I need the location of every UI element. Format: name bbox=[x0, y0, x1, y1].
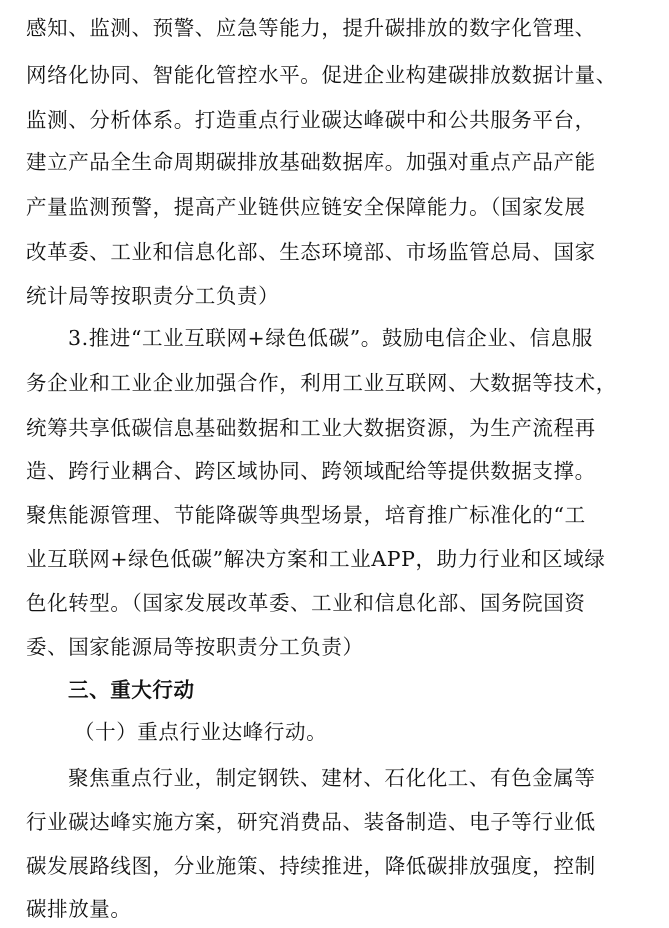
text-line: 统筹共享低碳信息基础数据和工业大数据资源，为生产流程再 bbox=[26, 416, 596, 440]
text-line: 行业碳达峰实施方案，研究消费品、装备制造、电子等行业低 bbox=[26, 810, 596, 834]
text-line: 感知、监测、预警、应急等能力，提升碳排放的数字化管理、 bbox=[26, 16, 596, 40]
text-line: 聚焦能源管理、节能降碳等典型场景，培育推广标准化的“工 bbox=[26, 503, 586, 527]
text-line: 监测、分析体系。打造重点行业碳达峰碳中和公共服务平台， bbox=[26, 108, 596, 132]
paragraph-first-line: 聚焦重点行业，制定钢铁、建材、石化化工、有色金属等 bbox=[68, 766, 596, 790]
subsection-heading: （十）重点行业达峰行动。 bbox=[74, 720, 328, 744]
text-line: 业互联网+绿色低碳”解决方案和工业APP，助力行业和区域绿 bbox=[26, 547, 606, 571]
paragraph-first-line: 3.推进“工业互联网+绿色低碳”。鼓励电信企业、信息服 bbox=[68, 326, 593, 350]
text-line: 务企业和工业企业加强合作，利用工业互联网、大数据等技术， bbox=[26, 371, 617, 395]
text-line: 统计局等按职责分工负责） bbox=[26, 284, 280, 308]
text-line: 委、国家能源局等按职责分工负责） bbox=[26, 635, 364, 659]
text-line: 色化转型。（国家发展改革委、工业和信息化部、国务院国资 bbox=[26, 591, 586, 615]
text-line: 造、跨行业耦合、跨区域协同、跨领域配给等提供数据支撑。 bbox=[26, 459, 596, 483]
text-line: 碳排放量。 bbox=[26, 897, 132, 921]
section-heading: 三、重大行动 bbox=[68, 678, 195, 702]
text-line: 产量监测预警，提高产业链供应链安全保障能力。（国家发展 bbox=[26, 195, 586, 219]
text-line: 碳发展路线图，分业施策、持续推进，降低碳排放强度，控制 bbox=[26, 854, 596, 878]
text-line: 网络化协同、智能化管控水平。促进企业构建碳排放数据计量、 bbox=[26, 63, 617, 87]
text-line: 建立产品全生命周期碳排放基础数据库。加强对重点产品产能 bbox=[26, 150, 596, 174]
text-line: 改革委、工业和信息化部、生态环境部、市场监管总局、国家 bbox=[26, 240, 596, 264]
